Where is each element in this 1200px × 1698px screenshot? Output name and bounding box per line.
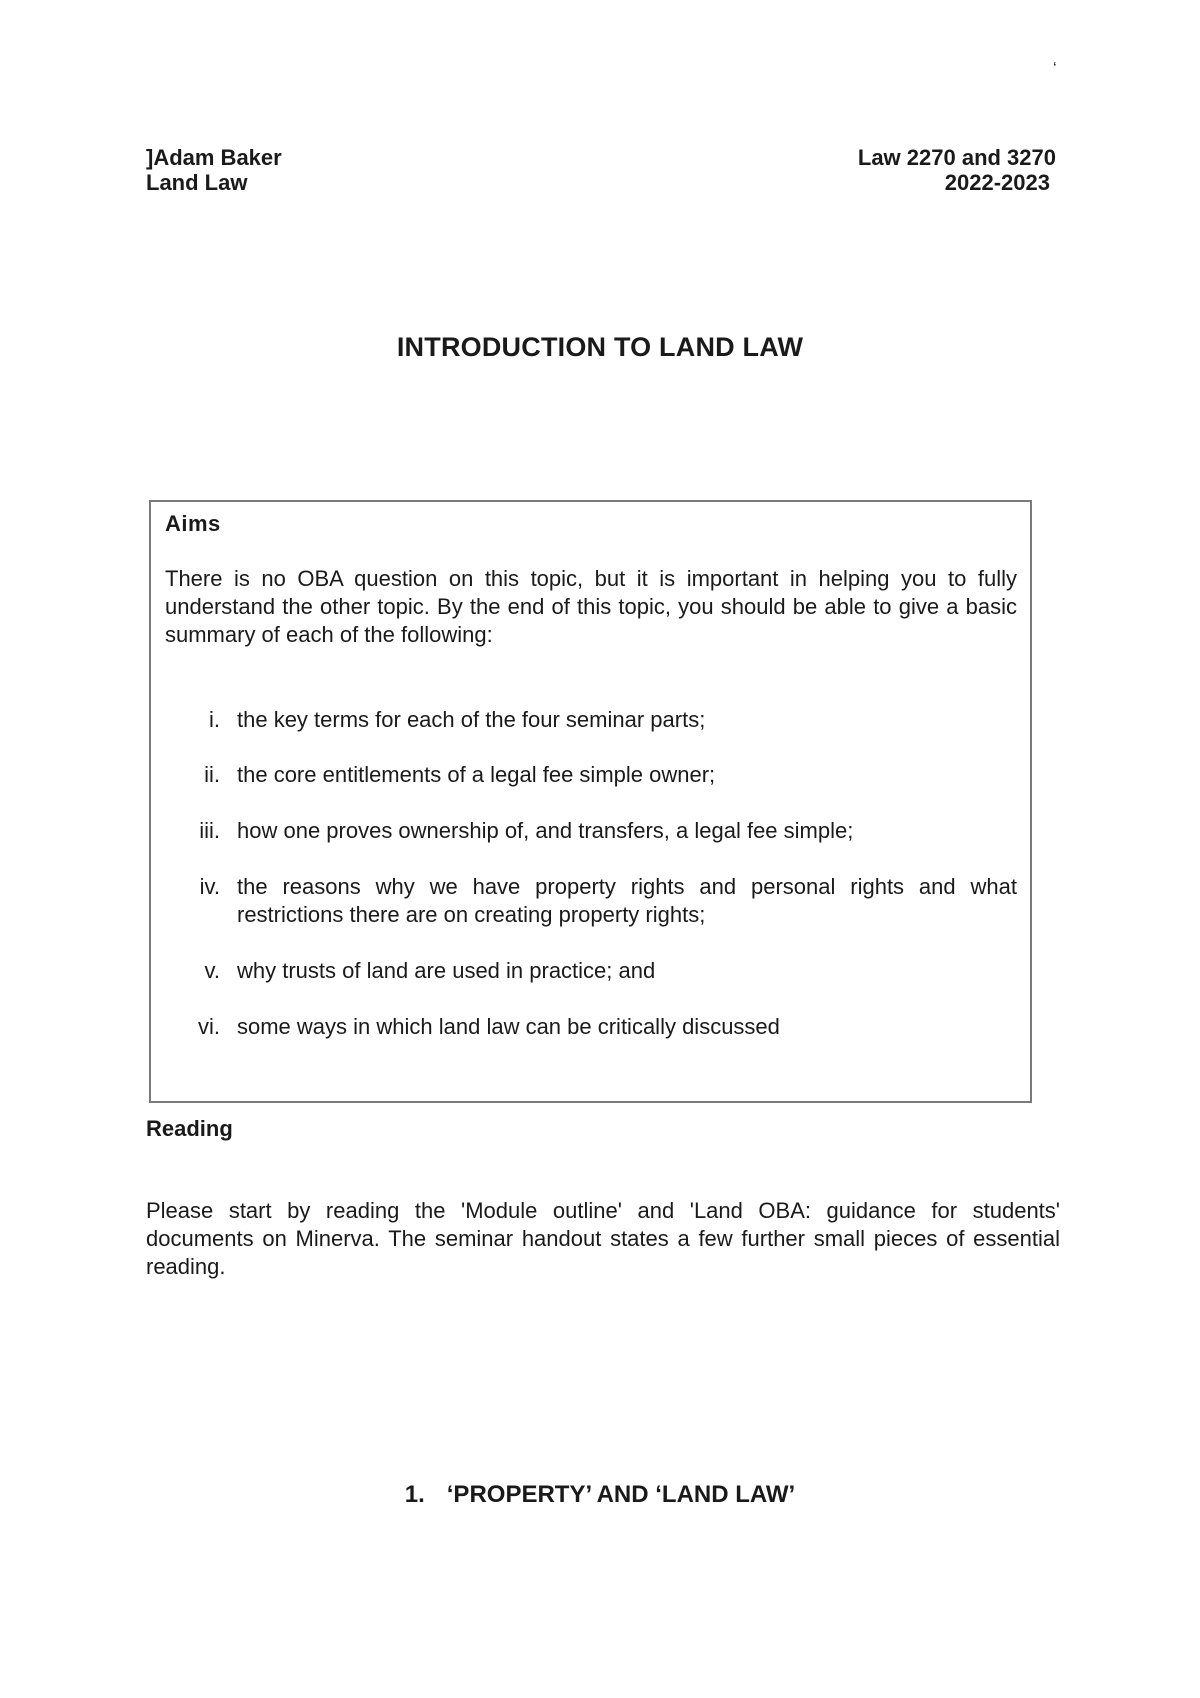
- aims-intro: There is no OBA question on this topic, but it is important in helping you to fully understand the other topic. By the end of this topic, you should be able to give a basic summary of each of the following:: [165, 566, 1017, 647]
- list-item: [165, 706, 1017, 734]
- list-item-text: why trusts of land are used in practice; and: [237, 958, 656, 983]
- section-heading: [0, 1481, 1200, 1509]
- list-item: [165, 1013, 1017, 1041]
- author-name: ]Adam Baker: [146, 145, 282, 170]
- section-number: 1.: [404, 1481, 425, 1508]
- list-item: [165, 957, 1017, 985]
- list-item-text: some ways in which land law can be critically discussed: [237, 1014, 780, 1039]
- list-item: [165, 817, 1017, 845]
- list-item-number: ii.: [204, 762, 220, 787]
- subject-name: Land Law: [146, 170, 248, 195]
- list-item-text: the reasons why we have property rights and personal rights and what restrictions there are on creating property rights;: [237, 874, 1017, 927]
- list-item-number: i.: [209, 707, 220, 732]
- list-item-text: the core entitlements of a legal fee simple owner;: [237, 762, 716, 787]
- course-code: Law 2270 and 3270: [857, 145, 1056, 170]
- corner-mark: ‘: [1053, 60, 1057, 77]
- document-title: INTRODUCTION TO LAND LAW: [396, 332, 804, 362]
- list-item-text: how one proves ownership of, and transfers, a legal fee simple;: [237, 818, 854, 843]
- list-item-number: iii.: [199, 818, 220, 843]
- header-left: [146, 145, 282, 195]
- list-item-text: the key terms for each of the four seminar parts;: [237, 707, 706, 732]
- list-item-number: v.: [204, 958, 220, 983]
- reading-heading: Reading: [146, 1116, 233, 1141]
- list-item: [165, 761, 1017, 789]
- aims-heading: Aims: [165, 511, 221, 536]
- academic-year: 2022-2023: [944, 170, 1050, 195]
- reading-text: Please start by reading the 'Module outline' and 'Land OBA: guidance for students' documents on Minerva. The seminar handout states a few further small pieces of essential reading.: [146, 1198, 1060, 1279]
- list-item-number: iv.: [199, 874, 220, 899]
- list-item: [165, 873, 1017, 929]
- header-right: [858, 145, 1056, 195]
- list-item-number: vi.: [198, 1014, 220, 1039]
- section-title: ‘PROPERTY’ AND ‘LAND LAW’: [446, 1481, 796, 1508]
